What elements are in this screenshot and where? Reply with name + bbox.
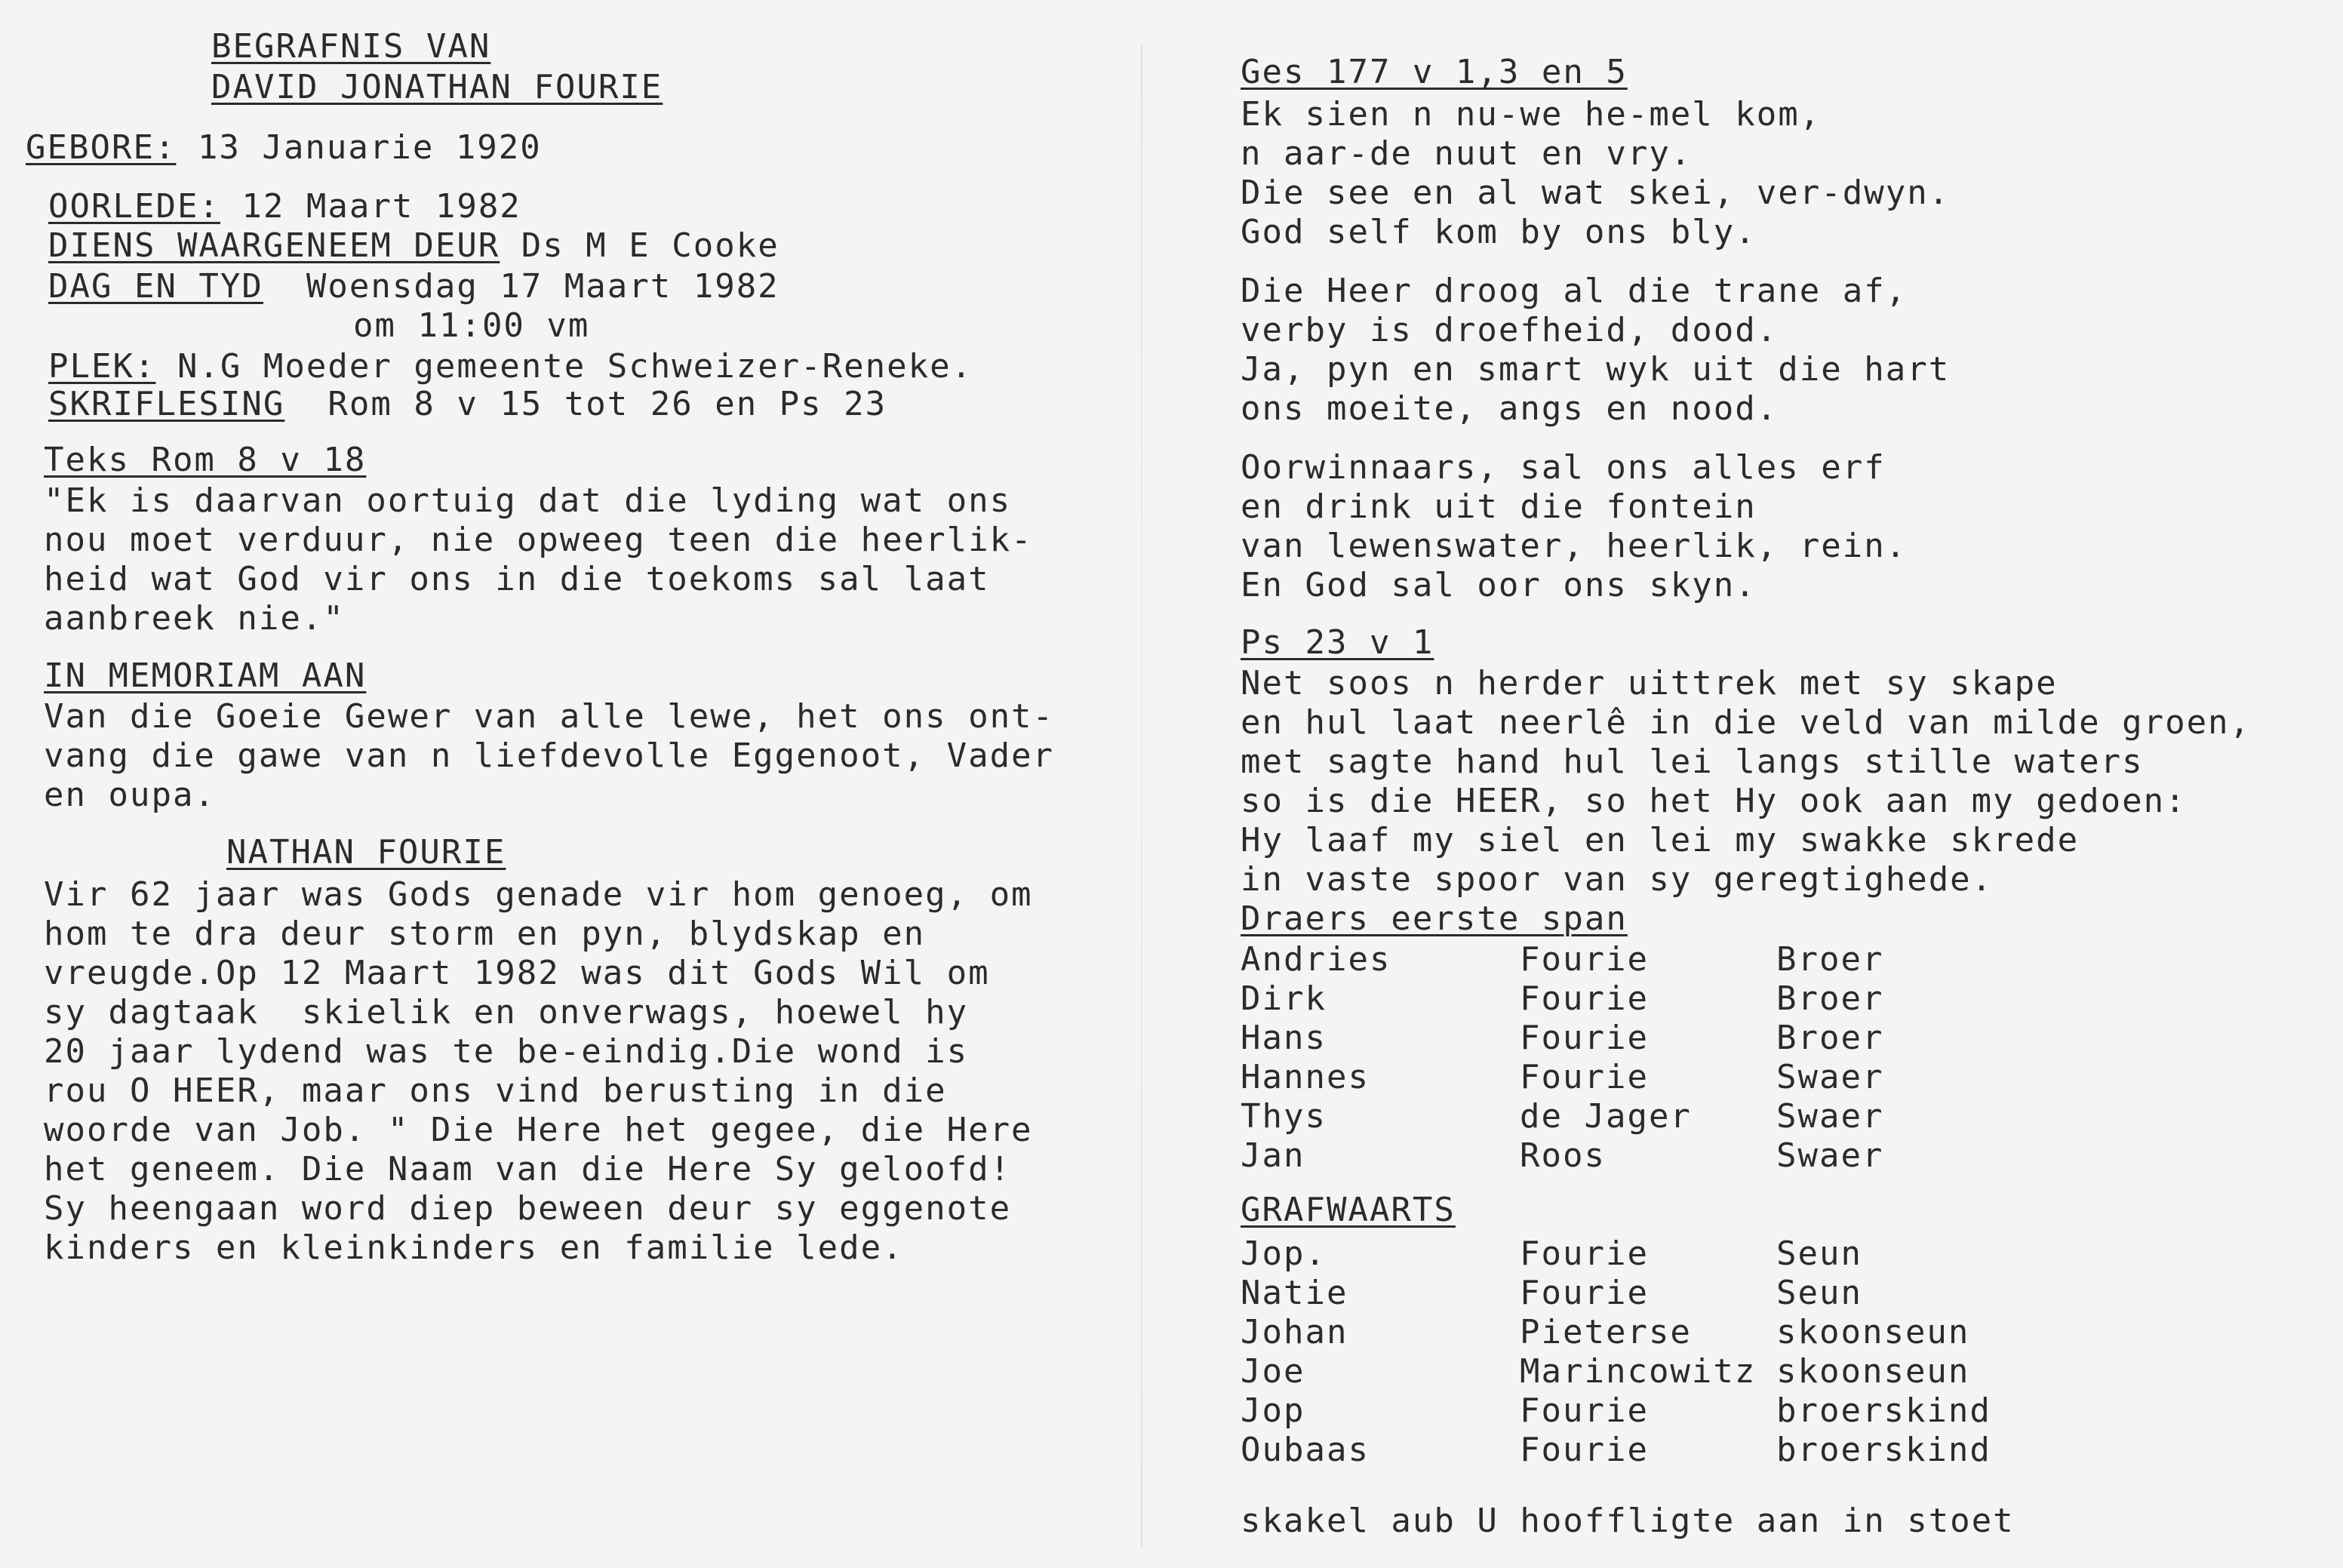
text-line: "Ek is daarvan oortuig dat die lyding wat ons bbox=[44, 481, 1012, 520]
relation: Broer bbox=[1776, 940, 1884, 979]
reading-label: SKRIFLESING bbox=[48, 385, 285, 423]
first-name: Hans bbox=[1241, 1019, 1327, 1057]
table-row bbox=[1241, 1097, 2343, 1136]
psalm-line: in vaste spoor van sy geregtighede. bbox=[1241, 860, 1994, 899]
hymn-heading: Ges 177 v 1,3 en 5 bbox=[1241, 53, 1628, 91]
relation: Broer bbox=[1776, 979, 1884, 1018]
left-column bbox=[0, 0, 1139, 1568]
relation: broerskind bbox=[1776, 1391, 1991, 1430]
title-line-1: BEGRAFNIS VAN bbox=[211, 27, 491, 66]
first-name: Andries bbox=[1241, 940, 1391, 979]
tribute-line: Sy heengaan word diep beween deur sy eggenote bbox=[44, 1189, 1012, 1228]
daytime-row bbox=[48, 267, 779, 306]
hymn-line: ons moeite, angs en nood. bbox=[1241, 389, 1779, 428]
first-name: Natie bbox=[1241, 1274, 1348, 1312]
relation: skoonseun bbox=[1776, 1313, 1970, 1351]
hymn-line: Die see en al wat skei, ver-dwyn. bbox=[1241, 174, 1951, 212]
tribute-line: kinders en kleinkinders en familie lede. bbox=[44, 1228, 904, 1267]
bearers-heading: Draers eerste span bbox=[1241, 899, 1628, 938]
relation: Seun bbox=[1776, 1274, 1862, 1312]
surname: Fourie bbox=[1520, 1391, 1649, 1430]
reading-value: Rom 8 v 15 tot 26 en Ps 23 bbox=[327, 385, 887, 423]
name-heading: NATHAN FOURIE bbox=[226, 833, 506, 872]
psalm-line: met sagte hand hul lei langs stille waters bbox=[1241, 742, 2144, 781]
tribute-line: woorde van Job. " Die Here het gegee, die Here bbox=[44, 1111, 1033, 1149]
footer-note: skakel aub U hooffligte aan in stoet bbox=[1241, 1502, 2015, 1540]
text-line: heid wat God vir ons in die toekoms sal laat bbox=[44, 560, 990, 598]
surname: Roos bbox=[1520, 1136, 1606, 1175]
tribute-line: 20 jaar lydend was te be-eindig.Die wond is bbox=[44, 1032, 969, 1071]
daytime-label: DAG EN TYD bbox=[48, 267, 263, 306]
psalm-heading: Ps 23 v 1 bbox=[1241, 623, 1434, 662]
surname: de Jager bbox=[1520, 1097, 1692, 1136]
first-name: Johan bbox=[1241, 1313, 1348, 1351]
relation: broerskind bbox=[1776, 1431, 1991, 1469]
surname: Marincowitz bbox=[1520, 1352, 1757, 1391]
relation: Broer bbox=[1776, 1019, 1884, 1057]
right-column bbox=[1177, 0, 2339, 1568]
surname: Fourie bbox=[1520, 1431, 1649, 1469]
surname: Fourie bbox=[1520, 1058, 1649, 1096]
text-line: nou moet verduur, nie opweeg teen die heerlik- bbox=[44, 521, 1033, 559]
first-name: Thys bbox=[1241, 1097, 1327, 1136]
table-row bbox=[1241, 1019, 2343, 1058]
text-heading: Teks Rom 8 v 18 bbox=[44, 441, 367, 479]
first-name: Dirk bbox=[1241, 979, 1327, 1018]
died-row bbox=[48, 187, 521, 226]
hymn-line: Ek sien n nu-we he-mel kom, bbox=[1241, 95, 1822, 134]
tribute-line: het geneem. Die Naam van die Here Sy geloofd! bbox=[44, 1150, 1012, 1188]
table-row bbox=[1241, 940, 2343, 979]
first-name: Joe bbox=[1241, 1352, 1305, 1391]
born-value: 13 Januarie 1920 bbox=[197, 128, 542, 167]
hymn-line: en drink uit die fontein bbox=[1241, 487, 1757, 526]
hymn-line: En God sal oor ons skyn. bbox=[1241, 566, 1757, 604]
service-row bbox=[48, 226, 779, 266]
surname: Fourie bbox=[1520, 979, 1649, 1018]
table-row bbox=[1241, 1274, 2343, 1313]
daytime-value-2: om 11:00 vm bbox=[353, 306, 590, 345]
service-label: DIENS WAARGENEEM DEUR bbox=[48, 226, 500, 265]
hymn-line: Die Heer droog al die trane af, bbox=[1241, 272, 1908, 310]
first-name: Hannes bbox=[1241, 1058, 1370, 1096]
tribute-line: rou O HEER, maar ons vind berusting in die bbox=[44, 1071, 947, 1110]
relation: Swaer bbox=[1776, 1097, 1884, 1136]
place-row bbox=[48, 347, 973, 386]
first-name: Oubaas bbox=[1241, 1431, 1370, 1469]
service-value: Ds M E Cooke bbox=[521, 226, 779, 265]
memoriam-line: en oupa. bbox=[44, 776, 216, 814]
table-row bbox=[1241, 1058, 2343, 1097]
tribute-line: vreugde.Op 12 Maart 1982 was dit Gods Wil om bbox=[44, 954, 990, 992]
place-value: N.G Moeder gemeente Schweizer-Reneke. bbox=[177, 347, 973, 386]
relation: Seun bbox=[1776, 1234, 1862, 1273]
table-row bbox=[1241, 1313, 2343, 1352]
first-name: Jop bbox=[1241, 1391, 1305, 1430]
table-row bbox=[1241, 1391, 2343, 1431]
table-row bbox=[1241, 1352, 2343, 1391]
table-row bbox=[1241, 1431, 2343, 1470]
first-name: Jan bbox=[1241, 1136, 1305, 1175]
table-row bbox=[1241, 979, 2343, 1019]
text-line: aanbreek nie." bbox=[44, 599, 345, 638]
relation: Swaer bbox=[1776, 1058, 1884, 1096]
page-fold bbox=[1141, 45, 1142, 1547]
memoriam-heading: IN MEMORIAM AAN bbox=[44, 656, 367, 695]
tribute-line: Vir 62 jaar was Gods genade vir hom genoeg, om bbox=[44, 875, 1033, 914]
surname: Fourie bbox=[1520, 1019, 1649, 1057]
born-row bbox=[26, 128, 542, 168]
surname: Fourie bbox=[1520, 1274, 1649, 1312]
hymn-line: Oorwinnaars, sal ons alles erf bbox=[1241, 448, 1886, 487]
died-value: 12 Maart 1982 bbox=[241, 187, 521, 226]
surname: Pieterse bbox=[1520, 1313, 1692, 1351]
psalm-line: en hul laat neerlê in die veld van milde groen, bbox=[1241, 703, 2252, 742]
relation: Swaer bbox=[1776, 1136, 1884, 1175]
hymn-line: n aar-de nuut en vry. bbox=[1241, 134, 1693, 173]
tribute-line: sy dagtaak skielik en onverwags, hoewel hy bbox=[44, 993, 969, 1031]
hymn-line: Ja, pyn en smart wyk uit die hart bbox=[1241, 350, 1951, 389]
title-line-2: DAVID JONATHAN FOURIE bbox=[211, 68, 663, 106]
hymn-line: van lewenswater, heerlik, rein. bbox=[1241, 527, 1908, 565]
memoriam-line: vang die gawe van n liefdevolle Eggenoot, Vader bbox=[44, 736, 1055, 775]
psalm-line: Net soos n herder uittrek met sy skape bbox=[1241, 664, 2058, 703]
psalm-line: Hy laaf my siel en lei my swakke skrede bbox=[1241, 821, 2080, 859]
hymn-line: God self kom by ons bly. bbox=[1241, 213, 1757, 251]
memoriam-line: Van die Goeie Gewer van alle lewe, het ons ont- bbox=[44, 697, 1055, 736]
tribute-line: hom te dra deur storm en pyn, blydskap en bbox=[44, 915, 926, 953]
born-label: GEBORE: bbox=[26, 128, 177, 167]
grave-heading: GRAFWAARTS bbox=[1241, 1191, 1456, 1229]
first-name: Jop. bbox=[1241, 1234, 1327, 1273]
reading-row bbox=[48, 385, 887, 424]
daytime-value: Woensdag 17 Maart 1982 bbox=[306, 267, 779, 306]
died-label: OORLEDE: bbox=[48, 187, 220, 226]
table-row bbox=[1241, 1234, 2343, 1274]
table-row bbox=[1241, 1136, 2343, 1176]
hymn-line: verby is droefheid, dood. bbox=[1241, 311, 1779, 349]
psalm-line: so is die HEER, so het Hy ook aan my gedoen: bbox=[1241, 782, 2187, 820]
relation: skoonseun bbox=[1776, 1352, 1970, 1391]
surname: Fourie bbox=[1520, 940, 1649, 979]
surname: Fourie bbox=[1520, 1234, 1649, 1273]
place-label: PLEK: bbox=[48, 347, 156, 386]
